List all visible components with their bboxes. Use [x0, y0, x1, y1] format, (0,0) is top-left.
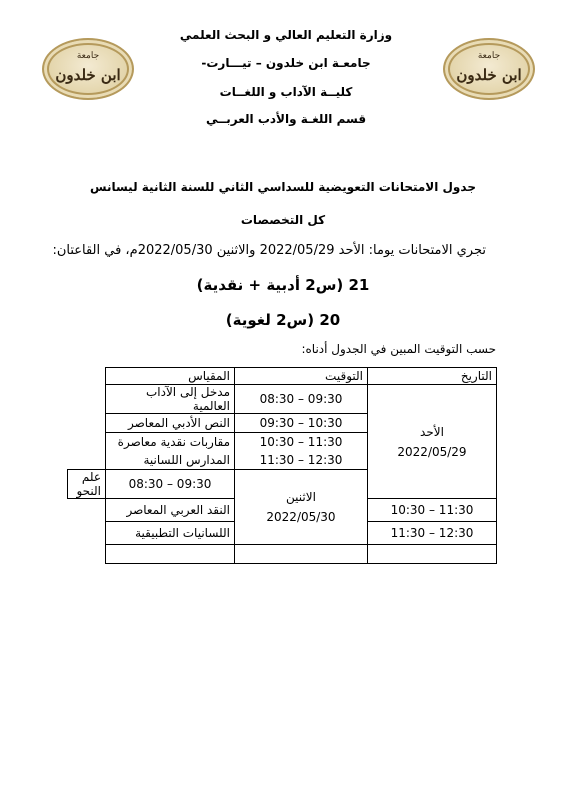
date-cell-day-2	[235, 470, 368, 545]
empty-cell	[106, 545, 235, 564]
schedule-subtitle: كل التخصصات	[240, 213, 326, 227]
department-name: قسم اللغـة والأدب العربــي	[205, 112, 367, 126]
university-name: جامعـة ابن خلدون – تيـــارت-	[201, 56, 371, 70]
subject-cell: علم النحو	[68, 470, 106, 499]
hall-line-2: 20 (س2 لغوية)	[225, 311, 341, 329]
logo-emblem-icon	[445, 40, 533, 98]
logo-text-top: جامعة	[76, 51, 100, 61]
day-date: 2022/05/30	[266, 510, 336, 524]
subject-line: المدارس اللسانية	[143, 453, 230, 467]
day-date: 2022/05/29	[397, 444, 467, 459]
time-cell: 08:30 – 09:30	[106, 470, 235, 499]
schedule-title: جدول الامتحانات التعويضية للسداسي الثاني للسنة الثانية ليسانس	[90, 180, 476, 194]
header-date: التاريخ	[368, 368, 497, 385]
university-logo-right	[443, 38, 535, 100]
faculty-name: كليــة الآداب و اللغــات	[219, 85, 353, 99]
empty-cell	[368, 545, 497, 564]
hall-line-1: 21 (س2 أدبية + نقدية)	[196, 276, 370, 294]
logo-emblem-icon	[44, 40, 132, 98]
subject-cell-stack	[106, 433, 235, 470]
subject-cell: مدخل إلى الآداب العالمية	[106, 385, 235, 414]
header-subject: المقياس	[106, 368, 235, 385]
time-line: 11:30 – 12:30	[259, 453, 343, 467]
time-cell: 08:30 – 09:30	[235, 385, 368, 414]
intro-text: تجري الامتحانات يوما: الأحد 2022/05/29 والاثنين 2022/05/30م، في القاعتان:	[52, 243, 486, 258]
exam-schedule-table	[67, 367, 497, 564]
table-header-row	[68, 368, 497, 385]
day-name: الأحد	[420, 424, 444, 439]
subject-cell: النقد العربي المعاصر	[106, 499, 235, 522]
logo-text-main: ابن خلدون	[55, 66, 121, 84]
day-name: الاثنين	[286, 490, 316, 504]
logo-text-top: جامعة	[477, 51, 501, 61]
table-row	[68, 385, 497, 414]
ministry-name: وزارة التعليم العالي و البحث العلمي	[179, 28, 393, 42]
header-time: التوقيت	[235, 368, 368, 385]
date-cell-day-1	[368, 385, 497, 499]
university-logo-left	[42, 38, 134, 100]
time-cell: 11:30 – 12:30	[368, 522, 497, 545]
subject-cell: النص الأدبي المعاصر	[106, 414, 235, 433]
time-cell-stack	[235, 433, 368, 470]
subject-cell: اللسانيات التطبيقية	[106, 522, 235, 545]
empty-cell	[235, 545, 368, 564]
time-cell: 09:30 – 10:30	[235, 414, 368, 433]
logo-text-main: ابن خلدون	[456, 66, 522, 84]
time-cell: 10:30 – 11:30	[368, 499, 497, 522]
subject-line: مقاربات نقدية معاصرة	[117, 435, 230, 449]
table-intro: حسب التوقيت المبين في الجدول أدناه:	[301, 342, 496, 356]
time-line: 10:30 – 11:30	[259, 435, 343, 449]
table-row-empty	[68, 545, 497, 564]
